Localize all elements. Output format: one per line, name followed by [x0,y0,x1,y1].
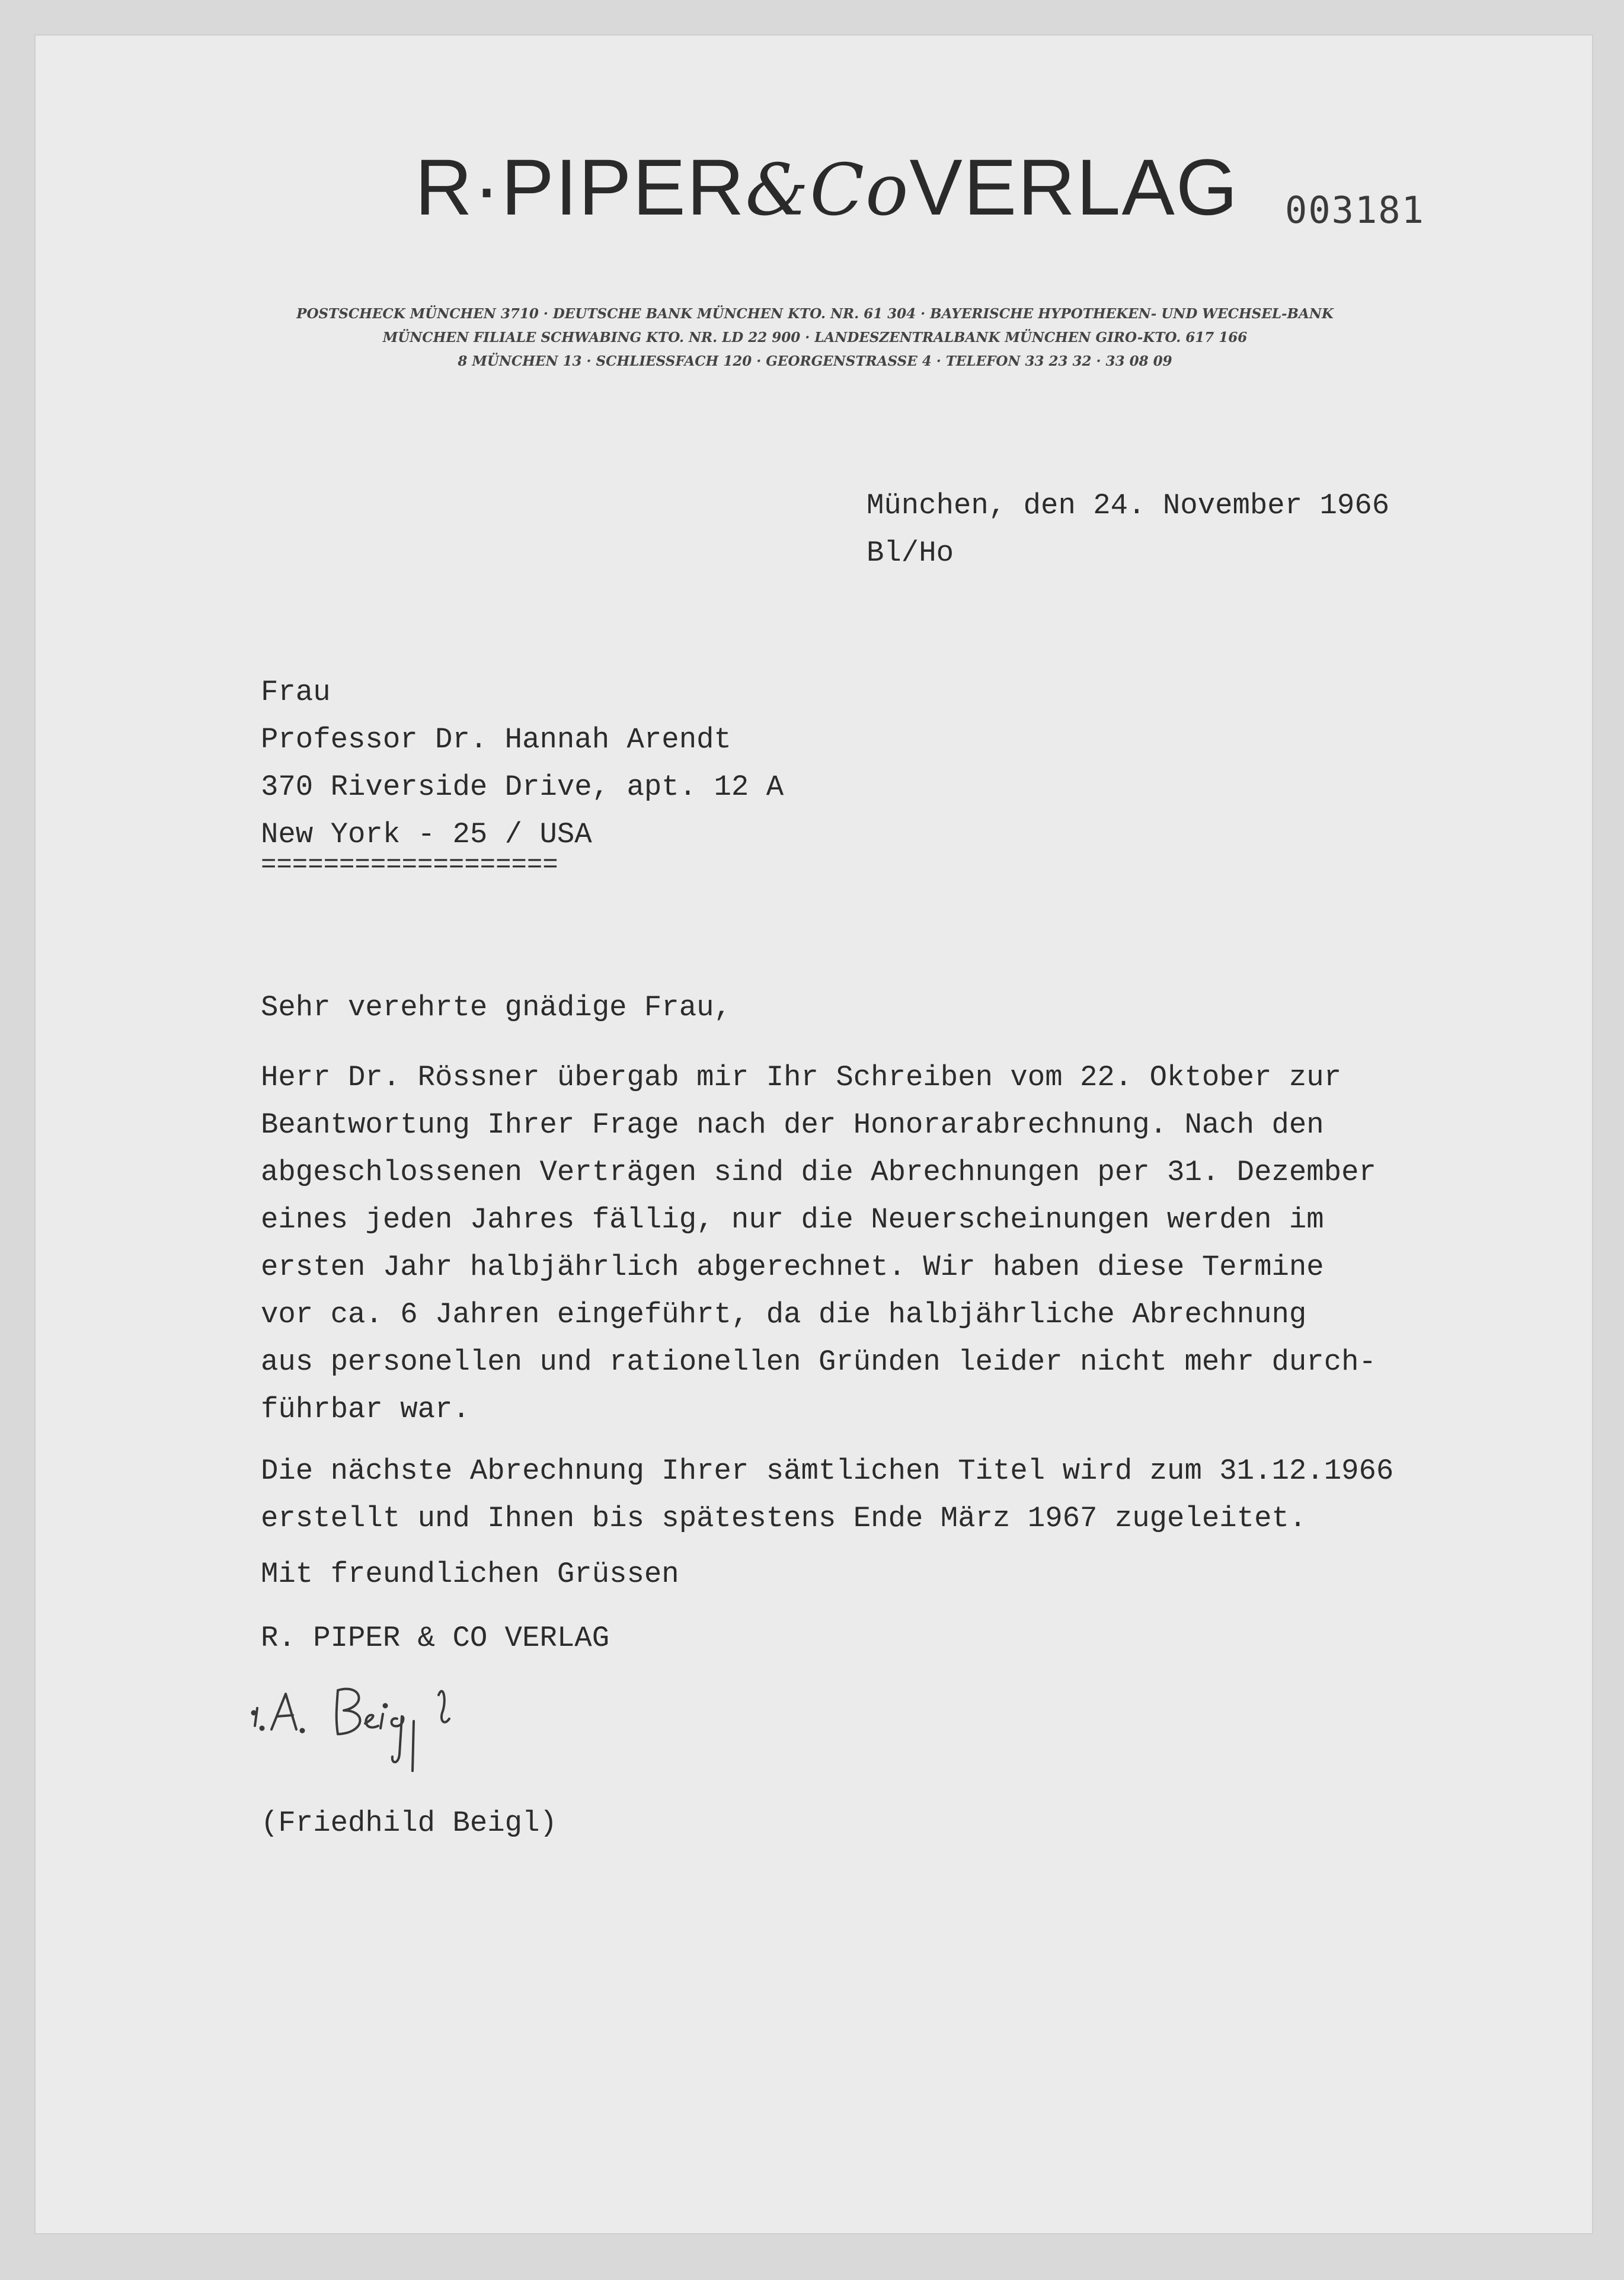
body-paragraph-2 [261,1447,1393,1542]
paragraph-line: abgeschlossenen Verträgen sind die Abrechnungen per 31. Dezember [261,1156,1376,1189]
banking-line: 8 MÜNCHEN 13 · SCHLIESSFACH 120 · GEORGENSTRASSE 4 · TELEFON 33 23 32 · 33 08 09 [458,353,1172,369]
closing: Mit freundlichen Grüssen [261,1558,679,1591]
recipient-line: Professor Dr. Hannah Arendt [261,723,731,756]
salutation: Sehr verehrte gnädige Frau, [261,991,731,1024]
recipient-address [261,669,784,858]
company-signoff: R. PIPER & CO VERLAG [261,1622,610,1655]
address-underline: =================== [261,850,558,880]
brand-right: VERLAG [909,143,1239,232]
recipient-line: Frau [261,676,331,709]
paragraph-line: führbar war. [261,1393,470,1426]
paragraph-line: eines jeden Jahres fällig, nur die Neuerscheinungen werden im [261,1203,1324,1236]
document-number: 003181 [1285,188,1425,232]
handwritten-signature [249,1659,522,1778]
recipient-line: 370 Riverside Drive, apt. 12 A [261,770,784,804]
paragraph-line: Die nächste Abrechnung Ihrer sämtlichen Titel wird zum 31.12.1966 [261,1454,1394,1488]
paragraph-line: Herr Dr. Rössner übergab mir Ihr Schreiben vom 22. Oktober zur [261,1061,1342,1094]
paragraph-line: vor ca. 6 Jahren eingeführt, da die halbjährliche Abrechnung [261,1298,1307,1331]
reference-initials: Bl/Ho [867,536,954,570]
banking-line: MÜNCHEN FILIALE SCHWABING KTO. NR. LD 22 900 · LANDESZENTRALBANK MÜNCHEN GIRO-KTO. 617 166 [382,330,1248,346]
paragraph-line: ersten Jahr halbjährlich abgerechnet. Wir haben diese Termine [261,1251,1324,1284]
paragraph-line: aus personellen und rationellen Gründen leider nicht mehr durch- [261,1345,1376,1379]
signatory-name: (Friedhild Beigl) [261,1806,557,1840]
paragraph-line: Beantwortung Ihrer Frage nach der Honorarabrechnung. Nach den [261,1108,1324,1141]
brand-left: R·PIPER [415,143,746,232]
date-line: München, den 24. November 1966 [867,489,1390,522]
brand-ampersand: &Co [745,149,910,232]
recipient-line: New York - 25 / USA [261,818,592,851]
banking-line: POSTSCHECK MÜNCHEN 3710 · DEUTSCHE BANK MÜNCHEN KTO. NR. 61 304 · BAYERISCHE HYPOTHEKEN- UND WECHSEL-BANK [296,306,1334,322]
letterhead-banking-info [213,302,1417,373]
paragraph-line: erstellt und Ihnen bis spätestens Ende März 1967 zugeleitet. [261,1502,1307,1535]
body-paragraph-1 [261,1054,1376,1433]
letterhead-logo [415,143,1239,232]
